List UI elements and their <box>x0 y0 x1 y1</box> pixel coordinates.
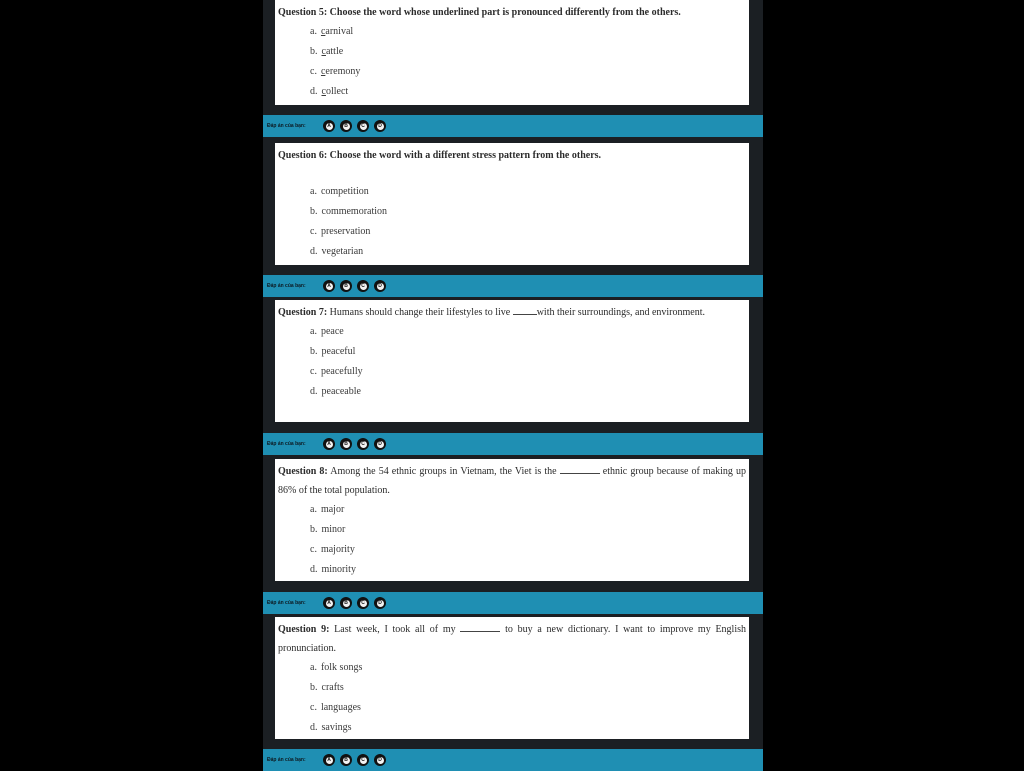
answer-choice-letter: A <box>327 599 331 606</box>
answer-choice-letter: B <box>344 122 348 129</box>
question-card-9 <box>275 617 749 739</box>
option-text: ollect <box>325 86 349 97</box>
option-list <box>278 658 746 738</box>
answer-choice-d[interactable] <box>374 754 386 766</box>
option-letter: c. <box>310 544 317 555</box>
answer-choice-letter: B <box>344 440 348 447</box>
option-letter: d. <box>310 564 318 575</box>
option-letter: d. <box>310 246 318 257</box>
option-text: crafts <box>321 682 344 693</box>
question-prompt <box>278 303 746 322</box>
answer-choice-b[interactable] <box>340 597 352 609</box>
option-text: languages <box>320 702 361 713</box>
option-a <box>310 658 746 678</box>
option-c <box>310 698 746 718</box>
option-list <box>278 500 746 580</box>
option-text: peaceable <box>321 386 361 397</box>
question-text-after: to buy a new dictionary. I want to improve my English pronunciation. <box>278 624 746 654</box>
option-letter: c. <box>310 702 317 713</box>
answer-bar-8 <box>263 592 763 614</box>
answer-choice-c[interactable] <box>357 438 369 450</box>
option-list <box>278 182 746 262</box>
answer-choice-letter: A <box>327 756 331 763</box>
question-text-before: Last week, I took all of my <box>329 624 461 635</box>
answer-bar-9 <box>263 749 763 771</box>
question-text-after: ethnic group because of making up 86% of the total population. <box>278 466 747 496</box>
option-list <box>278 322 746 402</box>
question-number: Question 9: <box>278 624 330 635</box>
answer-bar-label: Đáp án của bạn: <box>267 283 306 289</box>
option-b <box>310 678 746 698</box>
option-c <box>310 362 746 382</box>
option-a <box>310 500 746 520</box>
question-prompt <box>278 146 746 165</box>
answer-bar-label: Đáp án của bạn: <box>267 600 306 606</box>
option-text: competition <box>320 186 369 197</box>
answer-choice-letter: C <box>361 122 365 129</box>
answer-choice-letter: D <box>378 440 382 447</box>
option-a <box>310 22 746 42</box>
option-letter: c. <box>310 366 317 377</box>
option-letter: c. <box>310 226 317 237</box>
answer-bar-label: Đáp án của bạn: <box>267 757 306 763</box>
answer-choice-letter: C <box>361 282 365 289</box>
option-a <box>310 182 746 202</box>
answer-bar-label: Đáp án của bạn: <box>267 123 306 129</box>
answer-choice-d[interactable] <box>374 120 386 132</box>
option-b <box>310 520 746 540</box>
question-text-before: Among the 54 ethnic groups in Vietnam, the Viet is the <box>327 466 560 477</box>
option-text: attle <box>325 46 344 57</box>
option-d <box>310 82 746 102</box>
answer-choice-a[interactable] <box>323 280 335 292</box>
answer-choice-letter: B <box>344 756 348 763</box>
answer-choice-b[interactable] <box>340 438 352 450</box>
option-text: peace <box>320 326 344 337</box>
option-letter: c. <box>310 66 317 77</box>
answer-choice-a[interactable] <box>323 120 335 132</box>
answer-choice-b[interactable] <box>340 120 352 132</box>
answer-choice-c[interactable] <box>357 754 369 766</box>
question-number: Question 7: <box>278 307 328 318</box>
underlined-part: c <box>321 86 326 97</box>
answer-choice-a[interactable] <box>323 754 335 766</box>
answer-choice-letter: C <box>361 599 365 606</box>
option-a <box>310 322 746 342</box>
option-b <box>310 342 746 362</box>
option-text: eremony <box>325 66 361 77</box>
option-letter: b. <box>310 524 318 535</box>
question-number: Question 5: <box>278 7 328 18</box>
answer-choice-letter: A <box>327 282 331 289</box>
answer-choice-letter: D <box>378 282 382 289</box>
question-text-after: with their surroundings, and environment. <box>536 307 706 318</box>
answer-blank <box>460 623 500 632</box>
answer-choice-a[interactable] <box>323 438 335 450</box>
answer-choice-letter: B <box>344 282 348 289</box>
option-d <box>310 382 746 402</box>
answer-blank <box>560 465 600 474</box>
answer-blank <box>513 306 537 315</box>
underlined-part: c <box>321 46 326 57</box>
answer-choice-letter: C <box>361 440 365 447</box>
option-letter: b. <box>310 46 318 57</box>
underlined-part: c <box>320 26 326 37</box>
option-b <box>310 202 746 222</box>
answer-choice-d[interactable] <box>374 597 386 609</box>
question-card-5 <box>275 0 749 105</box>
option-letter: a. <box>310 186 317 197</box>
question-prompt <box>278 620 746 658</box>
question-number: Question 8: <box>278 466 328 477</box>
question-card-6 <box>275 143 749 265</box>
option-letter: b. <box>310 206 318 217</box>
quiz-column <box>263 0 763 771</box>
question-prompt <box>278 462 746 500</box>
question-number: Question 6: <box>278 150 328 161</box>
answer-choice-b[interactable] <box>340 754 352 766</box>
underlined-part: c <box>320 66 326 77</box>
answer-choice-letter: B <box>344 599 348 606</box>
answer-choice-c[interactable] <box>357 280 369 292</box>
question-text-before: Humans should change their lifestyles to live <box>327 307 513 318</box>
option-text: minor <box>321 524 346 535</box>
option-letter: d. <box>310 386 318 397</box>
answer-choice-letter: A <box>327 440 331 447</box>
option-text: vegetarian <box>321 246 364 257</box>
question-text: Choose the word with a different stress pattern from the others. <box>327 150 602 161</box>
option-d <box>310 242 746 262</box>
option-text: peacefully <box>320 366 363 377</box>
answer-choice-d[interactable] <box>374 280 386 292</box>
answer-bar-6 <box>263 275 763 297</box>
option-letter: a. <box>310 662 317 673</box>
option-text: savings <box>321 722 352 733</box>
answer-bar-label: Đáp án của bạn: <box>267 441 306 447</box>
answer-choice-letter: D <box>378 599 382 606</box>
option-letter: a. <box>310 326 317 337</box>
option-text: commemoration <box>321 206 388 217</box>
option-text: arnival <box>325 26 354 37</box>
option-c <box>310 222 746 242</box>
answer-bar-5 <box>263 115 763 137</box>
answer-choice-letter: D <box>378 122 382 129</box>
answer-choice-c[interactable] <box>357 597 369 609</box>
option-letter: d. <box>310 722 318 733</box>
option-text: major <box>320 504 345 515</box>
question-text: Choose the word whose underlined part is pronounced differently from the others. <box>327 7 681 18</box>
answer-bar-7 <box>263 433 763 455</box>
option-c <box>310 62 746 82</box>
option-text: folk songs <box>320 662 363 673</box>
answer-choice-a[interactable] <box>323 597 335 609</box>
option-d <box>310 560 746 580</box>
answer-choice-b[interactable] <box>340 280 352 292</box>
option-c <box>310 540 746 560</box>
answer-choice-c[interactable] <box>357 120 369 132</box>
option-letter: b. <box>310 346 318 357</box>
option-text: peaceful <box>321 346 356 357</box>
option-text: minority <box>321 564 356 575</box>
option-list <box>278 22 746 102</box>
answer-choice-letter: C <box>361 756 365 763</box>
option-letter: d. <box>310 86 318 97</box>
option-letter: a. <box>310 26 317 37</box>
answer-choice-d[interactable] <box>374 438 386 450</box>
answer-choice-letter: A <box>327 122 331 129</box>
option-text: majority <box>320 544 355 555</box>
question-prompt <box>278 3 746 22</box>
answer-choice-letter: D <box>378 756 382 763</box>
option-letter: b. <box>310 682 318 693</box>
option-letter: a. <box>310 504 317 515</box>
option-b <box>310 42 746 62</box>
question-card-8 <box>275 459 749 581</box>
option-text: preservation <box>320 226 371 237</box>
option-d <box>310 718 746 738</box>
question-card-7 <box>275 300 749 422</box>
